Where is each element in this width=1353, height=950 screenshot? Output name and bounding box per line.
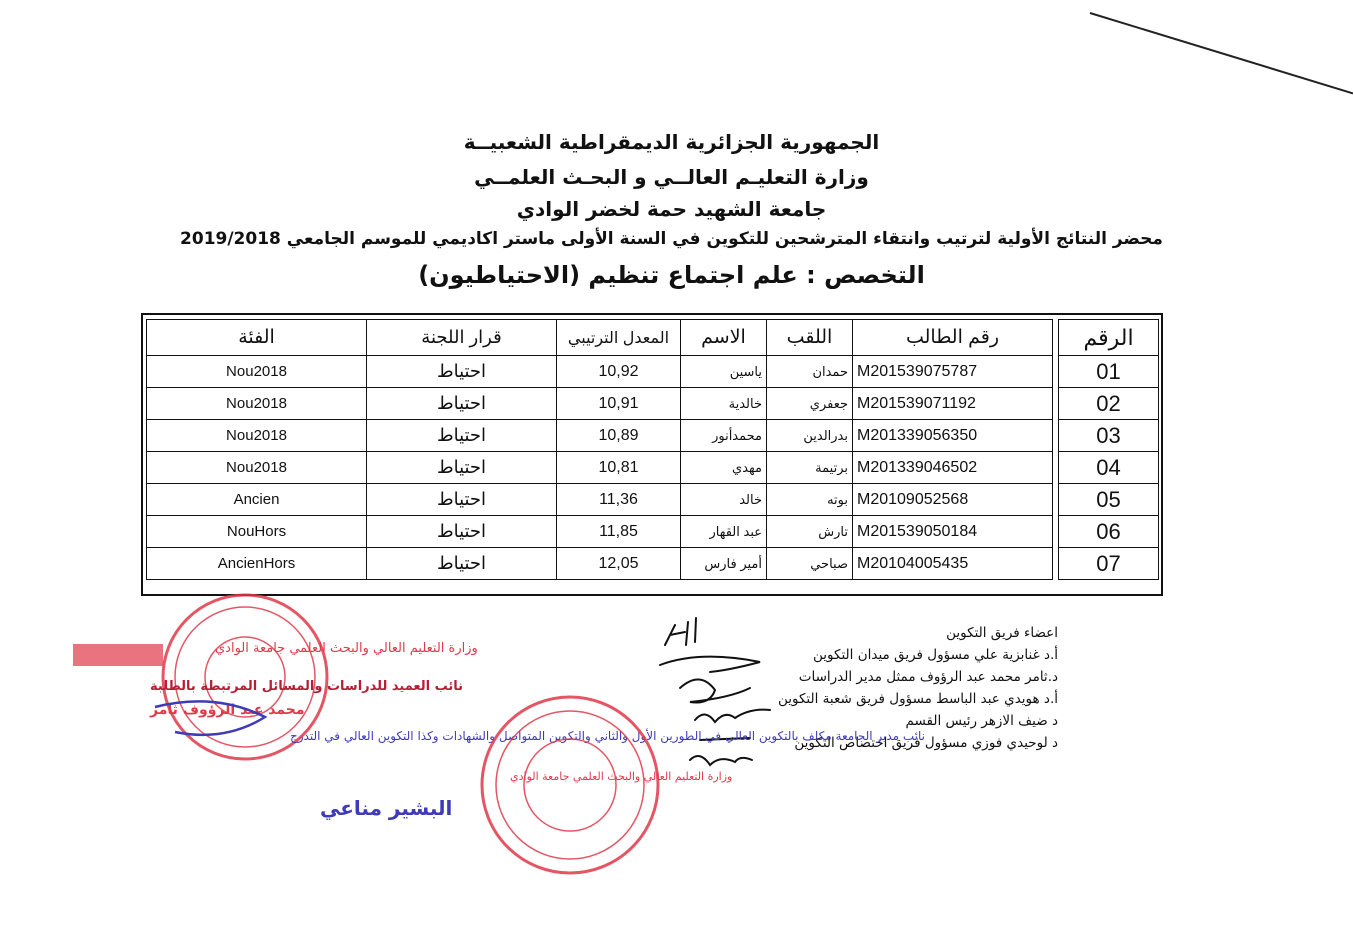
committee-member: د.ثامر محمد عبد الرؤوف ممثل مدير الدراسات (798, 669, 1058, 685)
surname-cell: بدرالدين (767, 420, 853, 452)
average-cell: 10,91 (557, 388, 681, 420)
average-cell: 10,89 (557, 420, 681, 452)
surname-cell: برتيمة (767, 452, 853, 484)
name-cell: محمدأنور (681, 420, 767, 452)
left-stamp-inner-text: نائب العميد للدراسات والمسائل المرتبطة بالطلبة (150, 679, 464, 694)
table-row (147, 452, 1159, 484)
number-cell: 04 (1059, 452, 1159, 484)
header-name: الاسم (681, 320, 767, 356)
committee-member: د لوحيدي فوزي مسؤول فريق اختصاص التكوين (794, 735, 1058, 751)
number-cell: 03 (1059, 420, 1159, 452)
decision-cell: احتياط (367, 484, 557, 516)
header-report-title: محضر النتائج الأولية لترتيب وانتقاء المترشحين للتكوين في السنة الأولى ماستر اكاديمي للموسم الجامعي 2019/2018 (180, 229, 1163, 249)
committee-member: أ.د هويدي عبد الباسط مسؤول فريق شعبة التكوين (777, 691, 1058, 707)
committee-member: د ضيف الازهر رئيس القسم (905, 713, 1058, 729)
table-row (147, 356, 1159, 388)
table-row (147, 484, 1159, 516)
handwritten-signatures (640, 610, 800, 790)
header-ministry: وزارة التعليـم العالــي و البحـث العلمــي (474, 165, 869, 189)
header-specialty: التخصص : علم اجتماع تنظيم (الاحتياطيون) (418, 261, 925, 289)
average-cell: 12,05 (557, 548, 681, 580)
category-cell: Ancien (147, 484, 367, 516)
category-cell: NouHors (147, 516, 367, 548)
average-cell: 11,36 (557, 484, 681, 516)
decision-cell: احتياط (367, 388, 557, 420)
committee-list (778, 622, 1058, 754)
header-university: جامعة الشهيد حمة لخضر الوادي (516, 197, 827, 221)
scan-edge-line (1090, 12, 1353, 94)
decision-cell: احتياط (367, 516, 557, 548)
student-id-cell: M201339056350 (853, 420, 1053, 452)
left-stamp-text: وزارة التعليم العالي والبحث العلمي جامعة الوادي (215, 641, 478, 656)
surname-cell: بوته (767, 484, 853, 516)
number-cell: 05 (1059, 484, 1159, 516)
surname-cell: حمدان (767, 356, 853, 388)
student-id-cell: M201539075787 (853, 356, 1053, 388)
category-cell: Nou2018 (147, 356, 367, 388)
committee-member: أ.د غنابزية علي مسؤول فريق ميدان التكوين (813, 647, 1058, 663)
signature-block-text: نائب مدير الجامعة مكلف بالتكوين العالي في الطورين الأول والثاني والتكوين المتواصل والشهادات وكذا التكوين العالي في التدرج (290, 729, 926, 743)
category-cell: AncienHors (147, 548, 367, 580)
right-official-stamp (470, 690, 733, 880)
decision-cell: احتياط (367, 548, 557, 580)
header-decision: قرار اللجنة (367, 320, 557, 356)
table-row (147, 420, 1159, 452)
header-number: الرقم (1059, 320, 1159, 356)
name-cell: مهدي (681, 452, 767, 484)
number-cell: 06 (1059, 516, 1159, 548)
category-cell: Nou2018 (147, 388, 367, 420)
table-header-row (147, 320, 1159, 356)
name-cell: خالدية (681, 388, 767, 420)
left-official-stamp (55, 582, 478, 772)
signature-name: البشير مناعي (320, 796, 453, 820)
committee-title: اعضاء فريق التكوين (946, 625, 1058, 641)
header-average: المعدل الترتيبي (557, 320, 681, 356)
student-id-cell: M201539071192 (853, 388, 1053, 420)
surname-cell: تارش (767, 516, 853, 548)
header-student-id: رقم الطالب (853, 320, 1053, 356)
name-cell: ياسين (681, 356, 767, 388)
right-stamp-text: وزارة التعليم العالي والبحث العلمي جامعة الوادي (510, 770, 733, 783)
category-cell: Nou2018 (147, 420, 367, 452)
name-cell: أمير فارس (681, 548, 767, 580)
name-cell: خالد (681, 484, 767, 516)
number-cell: 02 (1059, 388, 1159, 420)
table-row (147, 548, 1159, 580)
decision-cell: احتياط (367, 420, 557, 452)
header-category: الفئة (147, 320, 367, 356)
decision-cell: احتياط (367, 452, 557, 484)
number-cell: 07 (1059, 548, 1159, 580)
category-cell: Nou2018 (147, 452, 367, 484)
student-id-cell: M201539050184 (853, 516, 1053, 548)
surname-cell: صباحي (767, 548, 853, 580)
table-row (147, 388, 1159, 420)
decision-cell: احتياط (367, 356, 557, 388)
student-id-cell: M201339046502 (853, 452, 1053, 484)
left-stamp-name: محمد عبد الرؤوف ثامر (150, 702, 305, 718)
average-cell: 10,81 (557, 452, 681, 484)
student-id-cell: M20109052568 (853, 484, 1053, 516)
average-cell: 10,92 (557, 356, 681, 388)
surname-cell: جعفري (767, 388, 853, 420)
results-table (146, 319, 1159, 580)
name-cell: عبد القهار (681, 516, 767, 548)
table-row (147, 516, 1159, 548)
average-cell: 11,85 (557, 516, 681, 548)
number-cell: 01 (1059, 356, 1159, 388)
student-id-cell: M20104005435 (853, 548, 1053, 580)
header-republic: الجمهورية الجزائرية الديمقراطية الشعبيــة (463, 130, 880, 154)
header-surname: اللقب (767, 320, 853, 356)
